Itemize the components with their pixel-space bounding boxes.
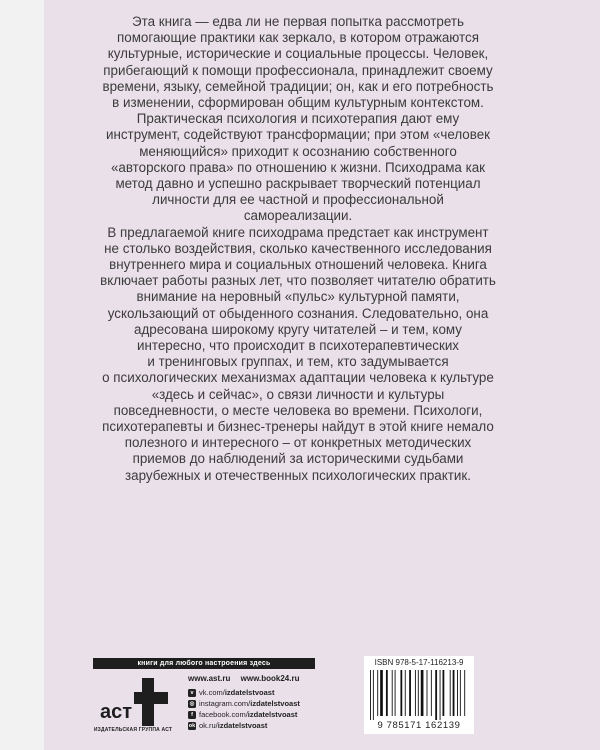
isbn-number: ISBN 978-5-17-116213-9 [374, 658, 464, 667]
text-line: внутреннего мира и социальных отношений человека. Книга [109, 257, 487, 273]
link-handle: izdatelstvoast [247, 710, 298, 719]
text-line: приемов до наблюдений за историческими судьбами [132, 451, 464, 467]
vk-icon: v [188, 689, 196, 697]
publisher-caption: ИЗДАТЕЛЬСКАЯ ГРУППА АСТ [93, 727, 173, 733]
text-line: в изменении, сформирован общим культурным контекстом. [112, 95, 484, 111]
barcode-bar [460, 670, 461, 716]
barcode-bar [409, 670, 411, 716]
barcode-bar [453, 670, 455, 716]
text-line: Практическая психология и психотерапия дают ему [136, 111, 460, 127]
text-line: и тренинговых группах, и тем, кто задумывается [147, 354, 449, 370]
odnoklassniki-icon: ok [188, 722, 196, 729]
barcode-bar [427, 670, 428, 716]
text-line: включает работы разных лет, что позволяет читателю обратить [100, 273, 496, 289]
link-handle: izdatelstvoast [224, 688, 275, 697]
barcode-bar [373, 670, 374, 720]
text-line: В предлагаемой книге психодрама предстает как инструмент [107, 224, 489, 240]
paragraph-3 [86, 225, 510, 484]
barcode-bar [450, 670, 451, 716]
website-link[interactable]: www.book24.ru [240, 674, 300, 683]
text-line: психотерапевты и бизнес-тренеры найдут в этой книге немало [102, 419, 494, 435]
text-line: интересно, что происходит в психотерапевтических [136, 338, 460, 354]
paragraph-1 [86, 14, 510, 111]
text-line: времени, языку, семейной традиции; он, как и его потребность [102, 78, 494, 94]
text-line: метод давно и успешно раскрывает творческий потенциал [115, 176, 481, 192]
instagram-icon: ◎ [189, 700, 195, 707]
barcode-bar [380, 670, 383, 716]
facebook-icon: f [188, 711, 196, 719]
text-line: повседневности, о месте человека во времени. Психологи, [113, 402, 483, 418]
text-line: самореализации. [243, 208, 353, 224]
barcode-bar [386, 670, 388, 716]
barcode-digits: 9 785171 162139 [377, 720, 461, 731]
text-line: ускользающий от обыденного сознания. Следовательно, она [107, 305, 489, 321]
text-line: меняющийся» приходит к осознанию собственного [139, 143, 457, 159]
barcode-bar [377, 670, 378, 716]
text-line: не столько воздействия, сколько качественного исследования [104, 240, 492, 256]
barcode-bar [405, 670, 406, 716]
barcode-block [364, 656, 474, 734]
logo-cross-shape [134, 678, 168, 726]
barcode-bar [464, 670, 465, 716]
text-line: внимание на неровный «пульс» культурной памяти, [136, 289, 460, 305]
text-line: о психологических механизмах адаптации человека к культуре [102, 370, 494, 386]
barcode-bar [443, 670, 445, 716]
text-line: инструмент, содействуют трансформации; при этом «человек [105, 127, 491, 143]
link-prefix: ok.ru/ [199, 721, 218, 730]
text-line: культурные, исторические и социальные процессы. Человек, [107, 46, 489, 62]
blurb-text [86, 14, 510, 484]
barcode-bar [400, 670, 402, 716]
text-line: помогающие практики как зеркало, в котором отражаются [117, 30, 479, 46]
link-prefix: instagram.com/ [199, 699, 251, 708]
social-link-ok[interactable] [188, 720, 300, 731]
social-links [188, 687, 300, 731]
website-link[interactable]: www.ast.ru [188, 674, 231, 683]
barcode-bar [418, 670, 419, 716]
text-line: прибегающий к помощи профессионала, принадлежит своему [103, 62, 493, 78]
paragraph-2 [86, 111, 510, 224]
social-link-vk[interactable] [188, 687, 300, 698]
link-prefix: vk.com/ [199, 688, 225, 697]
link-prefix: facebook.com/ [199, 710, 248, 719]
social-link-instagram[interactable] [188, 698, 300, 709]
text-line: личности для ее частной и профессиональной [152, 192, 444, 208]
text-line: зарубежных и отечественных психологических практик. [125, 467, 471, 483]
text-line: «здесь и сейчас», о связи личности и культуры [151, 386, 445, 402]
barcode-bar [431, 670, 432, 716]
websites [188, 674, 307, 683]
text-line: «авторского права» по отношению к жизни. Психодрама как [110, 159, 486, 175]
text-line: Эта книга — едва ли не первая попытка рассмотреть [132, 14, 464, 29]
barcode-bar [457, 670, 458, 716]
social-link-facebook[interactable] [188, 709, 300, 720]
text-line: адресована широкому кругу читателей – и тем, кому [134, 321, 462, 337]
barcode-bar [440, 670, 441, 720]
barcode-bar [435, 670, 437, 720]
link-handle: izdatelstvoast [250, 699, 300, 708]
logo-text: аст [100, 701, 133, 723]
barcode-bar [421, 670, 424, 716]
barcode-bar [415, 670, 416, 716]
link-handle: izdatelstvoast [217, 721, 268, 730]
text-line: полезного и интересного – от конкретных методических [124, 435, 472, 451]
barcode-bar [392, 670, 393, 716]
barcode-image [368, 670, 470, 720]
barcode-bar [370, 670, 371, 720]
publisher-tagline: книги для любого настроения здесь [93, 658, 315, 669]
barcode-bar [395, 670, 396, 716]
